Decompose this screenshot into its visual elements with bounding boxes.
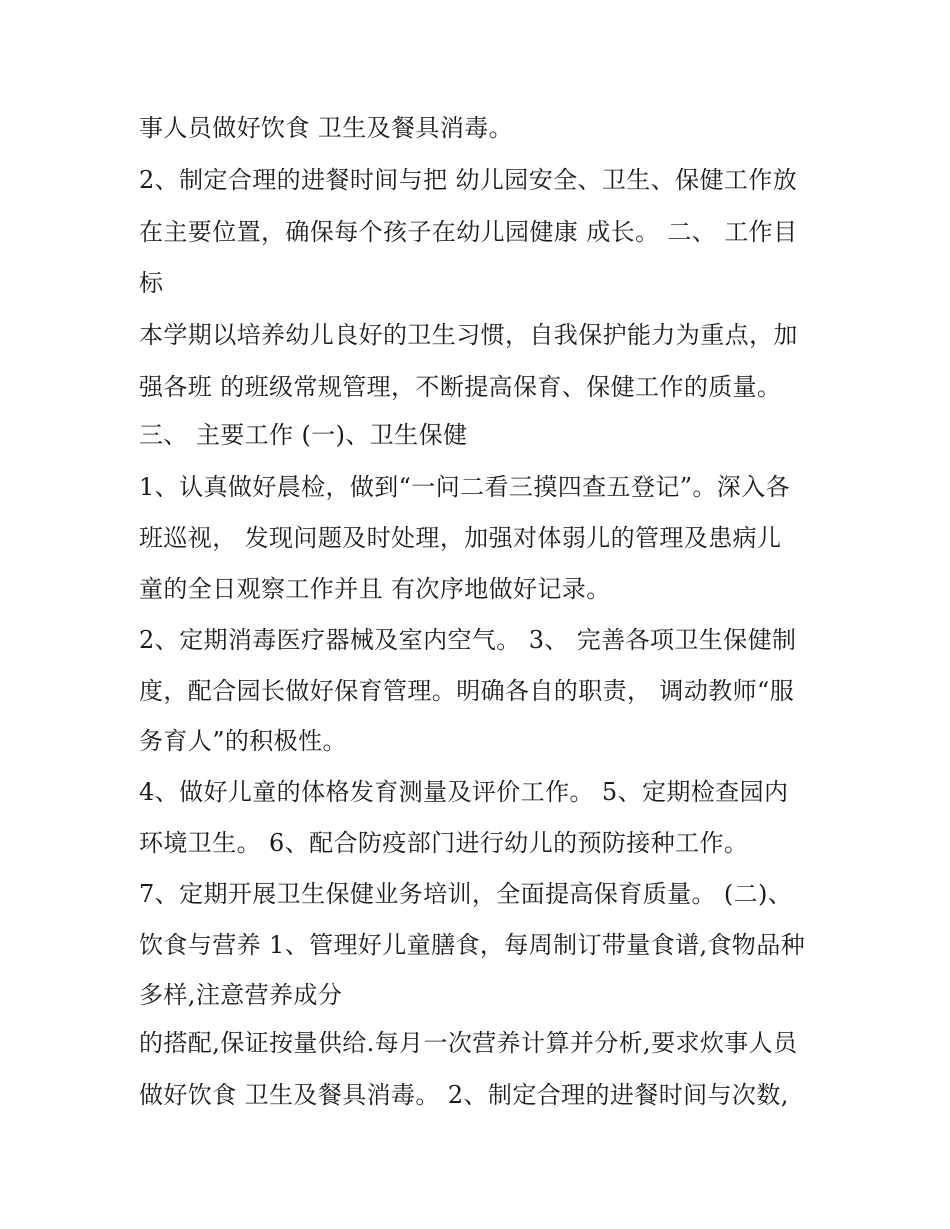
text-line: 做好饮食 卫生及餐具消毒。 2、制定合理的进餐时间与次数,	[139, 1081, 789, 1109]
text-line: 环境卫生。 6、配合防疫部门进行幼儿的预防接种工作。	[139, 829, 749, 857]
text-line: 多样,注意营养成分	[139, 981, 343, 1009]
text-line: 7、定期开展卫生保健业务培训，全面提高保育质量。 (二)、	[139, 880, 793, 908]
text-line: 童的全日观察工作并且 有次序地做好记录。	[139, 575, 611, 603]
text-line: 4、做好儿童的体格发育测量及评价工作。 5、定期检查园内	[139, 778, 789, 806]
text-line: 2、制定合理的进餐时间与把 幼儿园安全、卫生、保健工作放	[139, 166, 798, 194]
text-line: 在主要位置，确保每个孩子在幼儿园健康 成长。 二、 工作目	[139, 218, 798, 246]
text-line: 标	[139, 269, 164, 297]
text-line: 务育人”的积极性。	[139, 727, 347, 755]
text-line: 度，配合园长做好保育管理。明确各自的职责， 调动教师“服	[139, 677, 795, 705]
text-line: 班巡视， 发现问题及时处理，加强对体弱儿的管理及患病儿	[139, 524, 782, 552]
text-line: 1、认真做好晨检，做到“一问二看三摸四查五登记”。深入各	[139, 473, 791, 501]
text-line: 强各班 的班级常规管理，不断提高保育、保健工作的质量。	[139, 373, 782, 401]
text-line: 饮食与营养 1、管理好儿童膳食，每周制订带量食谱,食物品种	[139, 931, 806, 959]
text-line: 2、定期消毒医疗器械及室内空气。 3、 完善各项卫生保健制	[139, 626, 797, 654]
text-line: 事人员做好饮食 卫生及餐具消毒。	[139, 114, 514, 142]
section-heading: 三、 主要工作 (一)、卫生保健	[139, 421, 468, 449]
text-line: 的搭配,保证按量供给.每月一次营养计算并分析,要求炊事人员	[139, 1029, 798, 1057]
text-line: 本学期以培养幼儿良好的卫生习惯，自我保护能力为重点，加	[139, 321, 798, 349]
